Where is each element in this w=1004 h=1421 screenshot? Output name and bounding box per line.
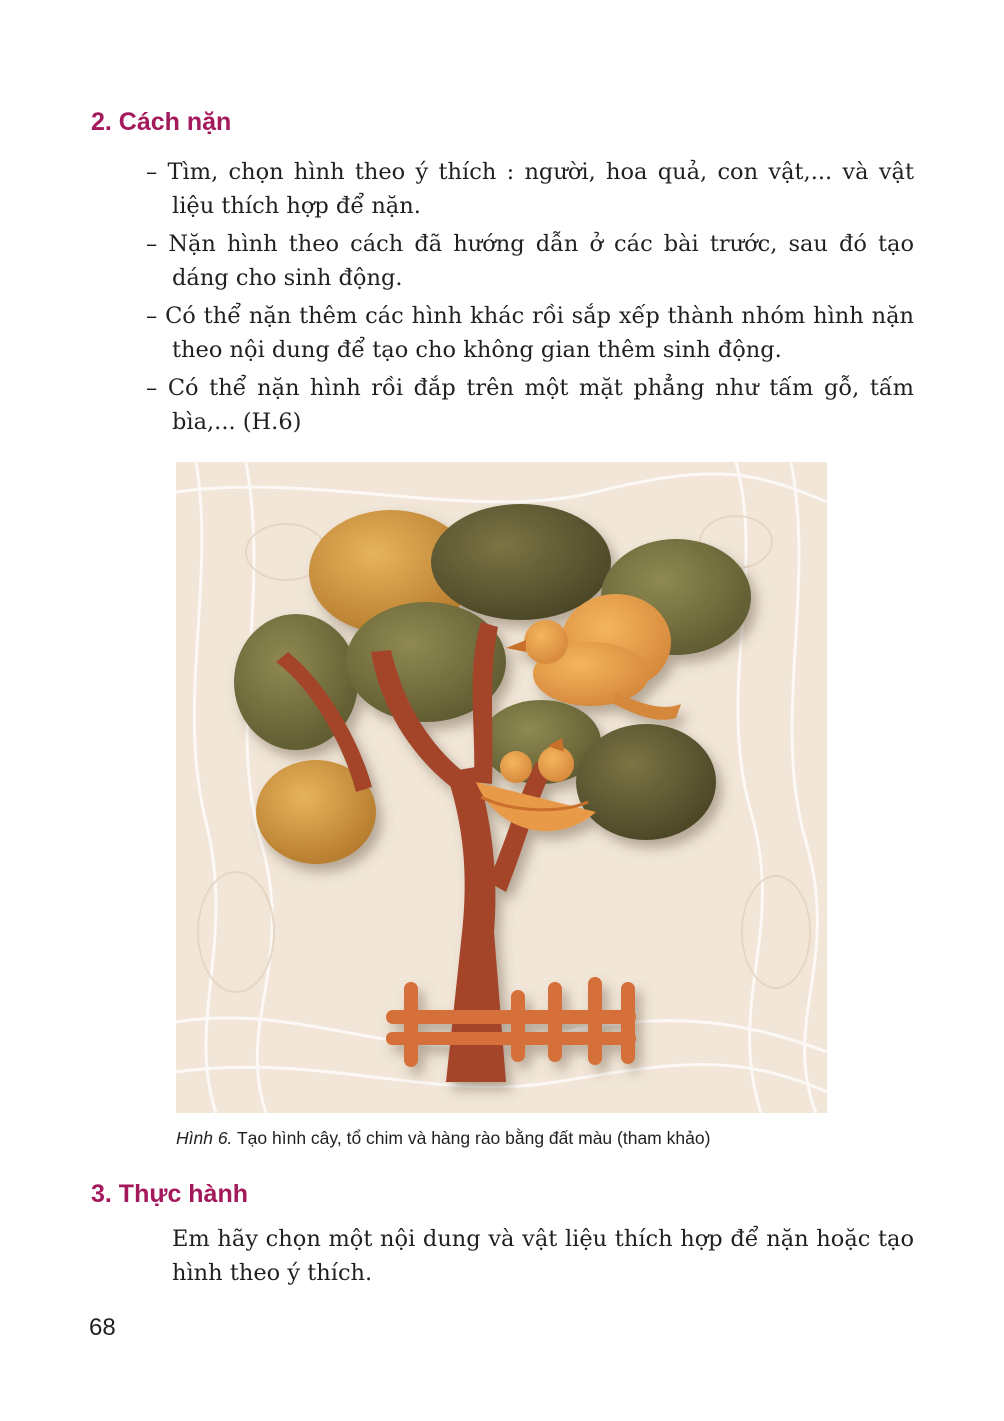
clay-tree-relief-image — [176, 462, 827, 1113]
list-item: – Nặn hình theo cách đã hướng dẫn ở các bài trước, sau đó tạo dáng cho sinh động. — [146, 231, 914, 291]
section-3-heading: 3. Thực hành — [91, 1180, 249, 1208]
caption-label: Hình 6. — [176, 1128, 233, 1148]
caption-text: Tạo hình cây, tổ chim và hàng rào bằng đất màu (tham khảo) — [232, 1128, 711, 1148]
page-number: 68 — [89, 1314, 116, 1341]
list-item: – Có thể nặn hình rồi đắp trên một mặt phẳng như tấm gỗ, tấm bìa,... (H.6) — [146, 375, 914, 435]
foliage-blob — [431, 504, 611, 620]
technique-list — [146, 155, 914, 443]
foliage-blob — [576, 724, 716, 840]
practice-instruction: Em hãy chọn một nội dung và vật liệu thích hợp để nặn hoặc tạo hình theo ý thích. — [172, 1226, 914, 1286]
figure-caption — [176, 1128, 856, 1149]
section-2-heading: 2. Cách nặn — [91, 108, 232, 136]
list-item: – Tìm, chọn hình theo ý thích : người, hoa quả, con vật,... và vật liệu thích hợp để nặn. — [146, 159, 914, 219]
list-item: – Có thể nặn thêm các hình khác rồi sắp xếp thành nhóm hình nặn theo nội dung để tạo cho không gian thêm sinh động. — [146, 303, 914, 363]
